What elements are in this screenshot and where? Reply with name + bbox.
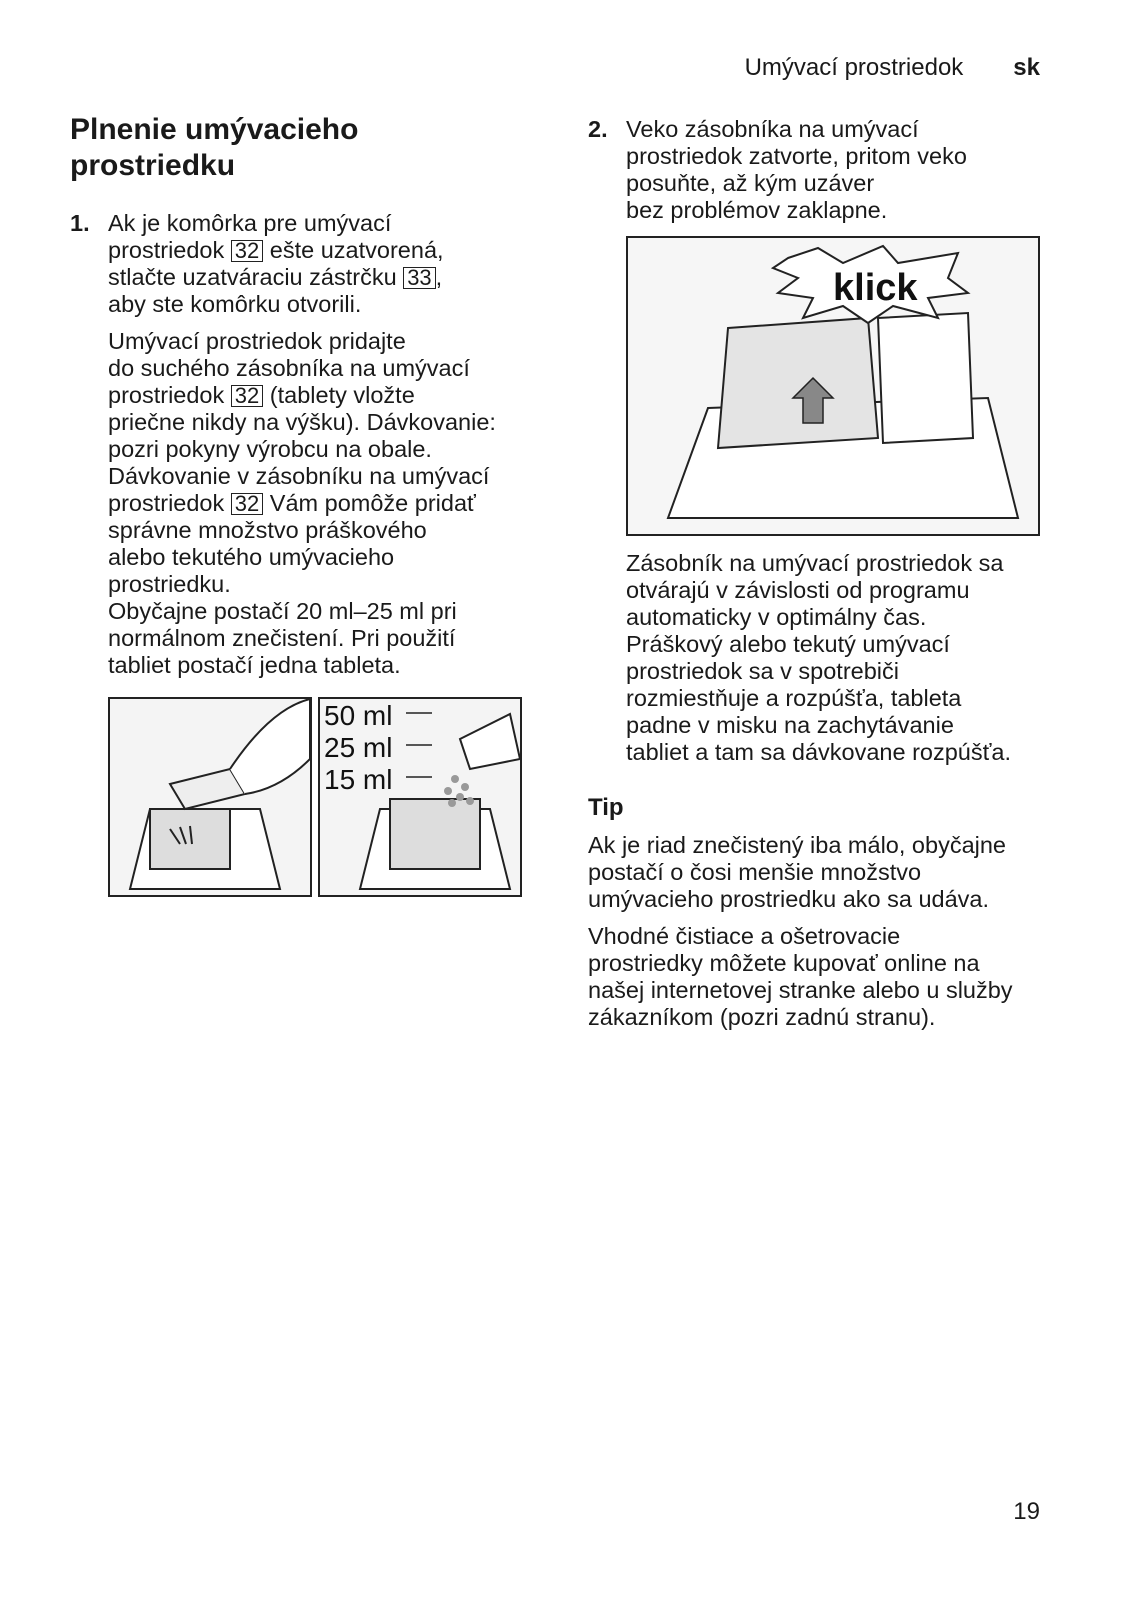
dose-label-25: 25 ml: [324, 732, 393, 763]
language-code: sk: [1013, 54, 1040, 81]
powder-dosage-figure: [318, 697, 522, 897]
tablet-insert-figure: [108, 697, 312, 897]
ref-32: 32: [231, 385, 263, 407]
step-body: Ak je komôrka pre umývací prostriedok 32 ešte uzatvorená, stlačte uzatváraciu zástrčku 33 , aby ste komôrku otvorili. Umývací prostriedok pridajte do suchého zásobníka na umývací prostriedok 32 (tablety vložte priečne nikdy na výšku). Dávkovanie: pozri pokyny výrobcu na obale. Dávkovanie v zásobníku na umývací prostriedok 32 Vám pomôže pridať správne množstvo práškového alebo tekutého umývacieho prostriedku. Obyčajne postačí 20 ml–25 ml pri normálnom znečistení. Pri použití tabliet postačí jedna tableta.: [108, 210, 496, 678]
step-number: 2.: [588, 116, 608, 142]
left-column: [70, 112, 540, 897]
section-heading: Plnenie umývacieho prostriedku: [70, 113, 359, 182]
step-2: [588, 116, 1058, 766]
tip-body: Ak je riad znečistený iba málo, obyčajne postačí o čosi menšie množstvo umývacieho prostriedku ako sa udáva. Vhodné čistiace a ošetrovacie prostriedky môžete kupovať online na našej internetovej stranke alebo u služby zákazníkom (pozri zadnú stranu).: [588, 832, 1013, 1030]
section-title: Umývací prostriedok: [744, 54, 964, 81]
figures-row: [108, 697, 540, 897]
ref-32: 32: [231, 240, 263, 262]
running-header: [745, 54, 1040, 82]
lid-close-illustration: [628, 238, 1038, 534]
step-1: [70, 210, 540, 679]
step-body: Veko zásobníka na umývací prostriedok zatvorte, pritom veko posuňte, až kým uzáver bez problémov zaklapne. klick Zásobník na umývací prostriedok sa otvárajú v závislosti od programu automaticky v optimálny čas. Práškový alebo tekutý umývací prostriedok sa v spotrebiči rozmiestňuje a rozpúšťa, tableta padne v misku na zachytávanie tabliet a tam sa dávkovane rozpúšťa.: [626, 116, 1058, 766]
ref-33: 33: [403, 267, 435, 289]
powder-dosage-illustration: [320, 699, 520, 895]
page-number: 19: [1013, 1498, 1040, 1525]
step-number: 1.: [70, 210, 90, 236]
dose-label-50: 50 ml: [324, 700, 393, 731]
right-column: [588, 116, 1058, 1031]
dose-label-15: 15 ml: [324, 764, 393, 795]
tablet-insert-illustration: [110, 699, 310, 895]
ref-32: 32: [231, 493, 263, 515]
lid-close-figure: [626, 236, 1040, 536]
klick-label: klick: [833, 267, 918, 309]
tip-heading: Tip: [588, 794, 624, 821]
